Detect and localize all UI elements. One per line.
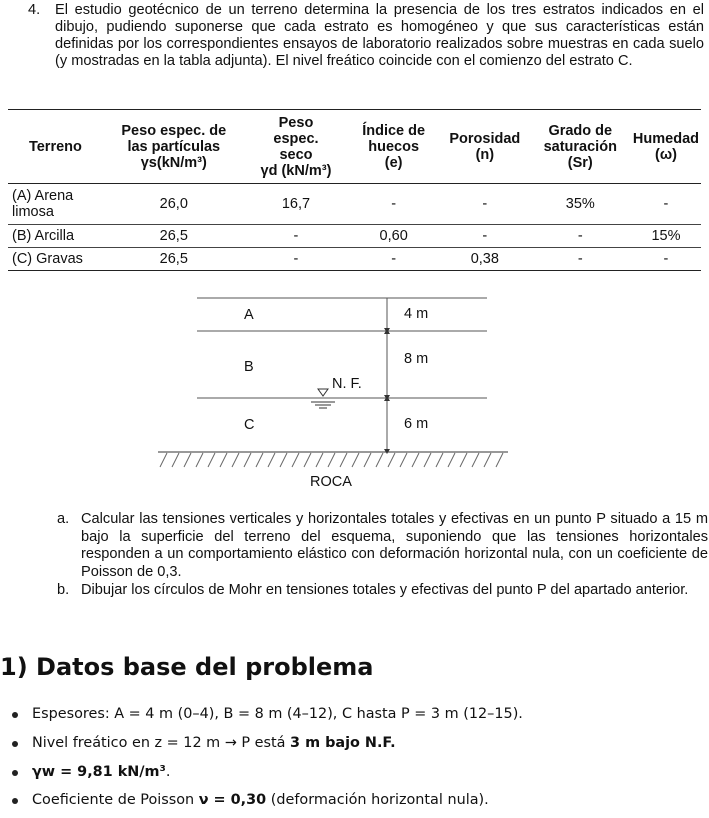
cell-n: - <box>440 184 530 225</box>
header-particle-weight: Peso espec. de las partículas γs(kN/m³) <box>103 110 245 184</box>
cell-e: 0,60 <box>347 225 440 248</box>
bullet-icon <box>12 798 18 804</box>
cell-terreno: (B) Arcilla <box>8 225 103 248</box>
cell-w: - <box>631 248 701 271</box>
question-letter: a. <box>57 511 70 527</box>
cell-n: 0,38 <box>440 248 530 271</box>
rock-label: ROCA <box>310 474 352 490</box>
question-letter: b. <box>57 582 70 598</box>
problem-text: El estudio geotécnico de un terreno determina la presencia de los tres estratos indicados en el dibujo, pudiendo suponerse que cada estrato es homogéneo y que sus características están definidas por los correspondientes ensayos de laboratorio realizados sobre muestras en cada suelo (y mostradas en la tabla adjunta). El nivel freático coincide con el comienzo del estrato C. <box>55 2 704 69</box>
bullet-icon <box>12 770 18 776</box>
cell-e: - <box>347 184 440 225</box>
rock-hatching <box>160 453 503 467</box>
cell-e: - <box>347 248 440 271</box>
question-a <box>57 511 708 581</box>
cell-terreno: (C) Gravas <box>8 248 103 271</box>
header-dry-weight: Peso espec. seco γd (kN/m³) <box>245 110 348 184</box>
cell-terreno: (A) Arena limosa <box>8 184 103 225</box>
problem-number: 4. <box>28 2 41 18</box>
bullet-icon <box>12 741 18 747</box>
cell-gs: 26,5 <box>103 248 245 271</box>
bullet-icon <box>12 712 18 718</box>
header-saturation: Grado de saturación (Sr) <box>530 110 631 184</box>
water-table-label: N. F. <box>332 376 362 392</box>
layer-c-label: C <box>244 417 255 433</box>
layer-a-label: A <box>244 307 254 323</box>
cell-gs: 26,5 <box>103 225 245 248</box>
thickness-a-label: 4 m <box>404 306 429 322</box>
layer-b-label: B <box>244 359 254 375</box>
thickness-b-label: 8 m <box>404 351 429 367</box>
cell-w: 15% <box>631 225 701 248</box>
header-porosity: Porosidad (n) <box>440 110 530 184</box>
question-text: Calcular las tensiones verticales y horizontales totales y efectivas en un punto P situado a 15 m bajo la superficie del terreno del esquema, suponiendo que las tensiones horizontales responden a un comportamiento elástico con deformación horizontal nula, con un coeficiente de Poisson de 0,3. <box>81 511 708 580</box>
thickness-c-label: 6 m <box>404 416 429 432</box>
header-humidity: Humedad (ω) <box>631 110 701 184</box>
section-title: 1) Datos base del problema <box>0 653 374 681</box>
cell-gd: - <box>245 248 348 271</box>
cell-w: - <box>631 184 701 225</box>
question-text: Dibujar los círculos de Mohr en tensiones totales y efectivas del punto P del apartado anterior. <box>81 582 689 598</box>
header-void-ratio: Índice de huecos (e) <box>347 110 440 184</box>
cell-gs: 26,0 <box>103 184 245 225</box>
cell-n: - <box>440 225 530 248</box>
cell-sr: - <box>530 225 631 248</box>
header-terreno: Terreno <box>8 110 103 184</box>
cell-sr: - <box>530 248 631 271</box>
cell-gd: 16,7 <box>245 184 348 225</box>
cell-sr: 35% <box>530 184 631 225</box>
cell-gd: - <box>245 225 348 248</box>
question-b <box>57 582 708 600</box>
